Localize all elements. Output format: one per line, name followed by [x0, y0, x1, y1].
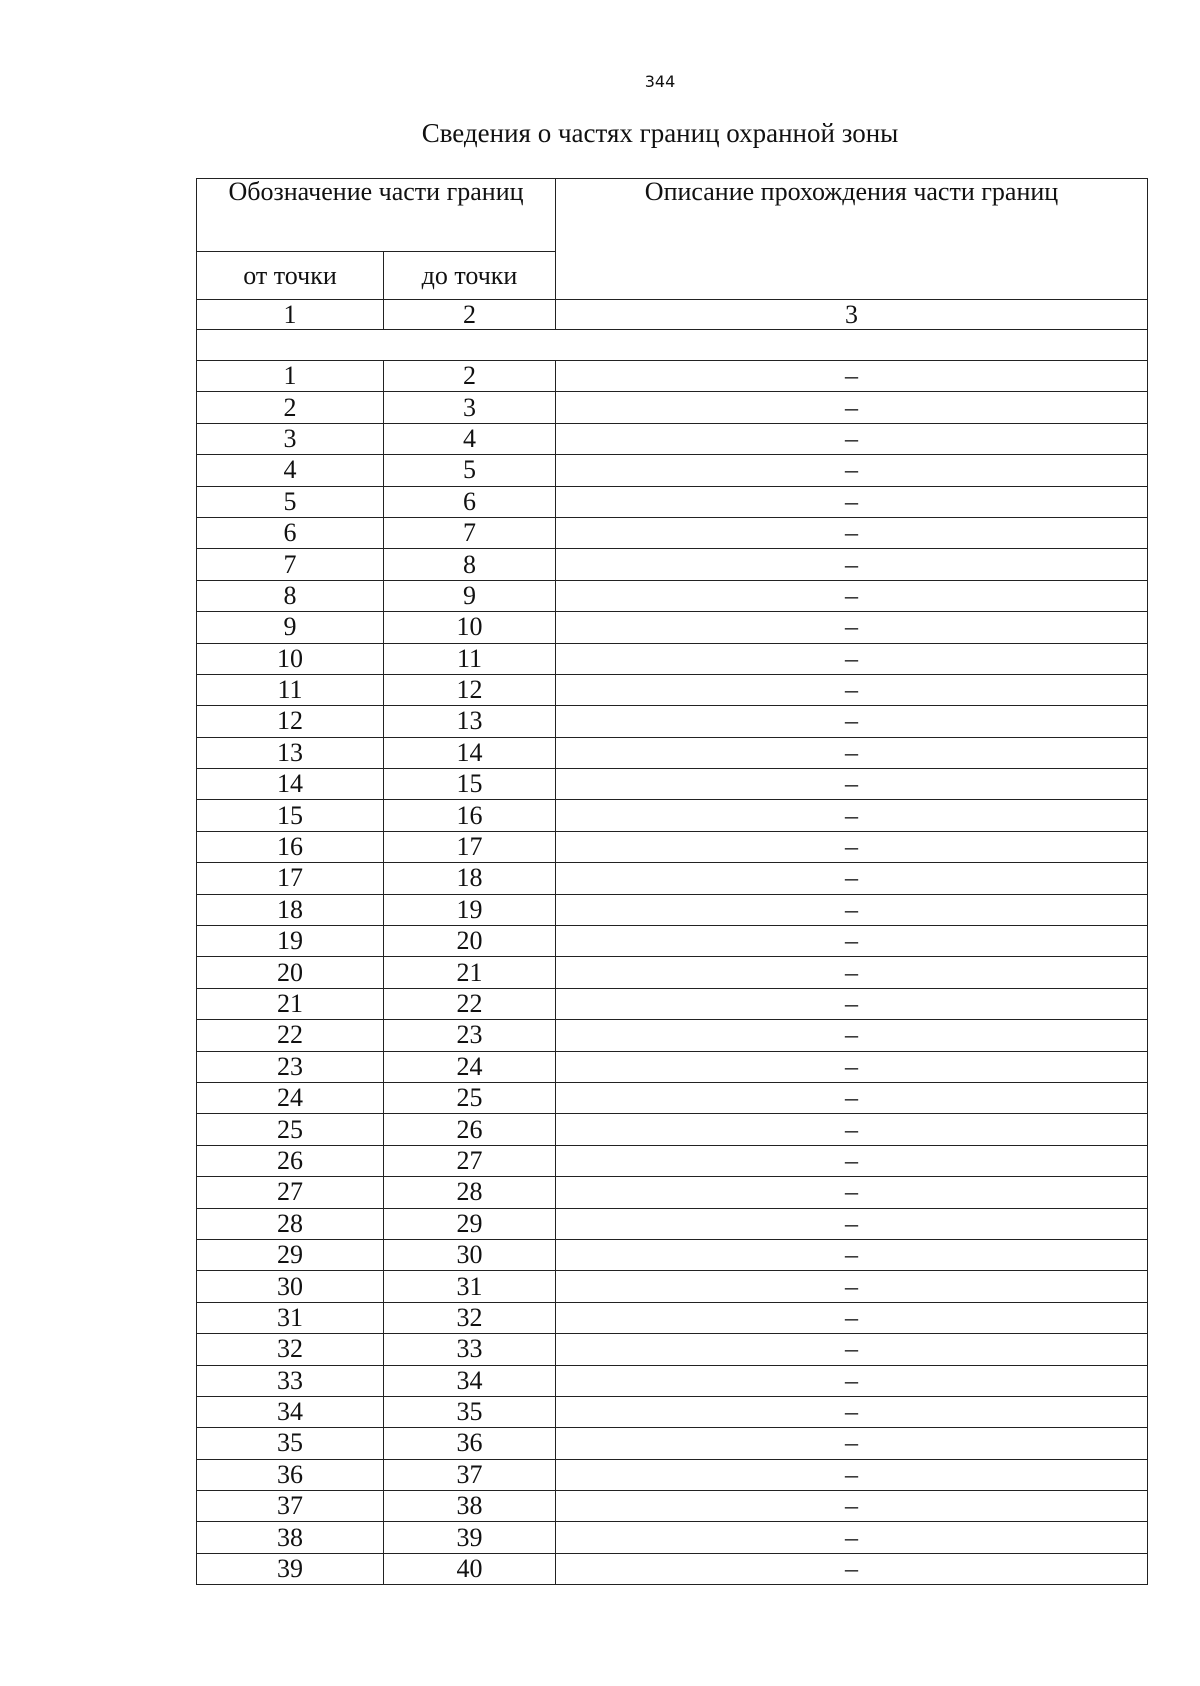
to-point-cell: 26 [384, 1114, 556, 1145]
description-cell: – [556, 643, 1148, 674]
to-point-cell: 11 [384, 643, 556, 674]
table-row [197, 1177, 1148, 1208]
description-cell: – [556, 1302, 1148, 1333]
description-cell: – [556, 1491, 1148, 1522]
table-row [197, 800, 1148, 831]
table-header-row [197, 179, 1148, 252]
to-point-cell: 37 [384, 1459, 556, 1490]
to-point-cell: 35 [384, 1396, 556, 1427]
to-point-cell: 14 [384, 737, 556, 768]
description-cell: – [556, 1051, 1148, 1082]
from-point-cell: 32 [197, 1334, 384, 1365]
table-row [197, 1553, 1148, 1584]
to-point-cell: 15 [384, 769, 556, 800]
table-row [197, 769, 1148, 800]
table-row [197, 737, 1148, 768]
from-point-cell: 24 [197, 1082, 384, 1113]
table-row [197, 1271, 1148, 1302]
description-cell: – [556, 392, 1148, 423]
from-point-cell: 38 [197, 1522, 384, 1553]
from-point-cell: 12 [197, 706, 384, 737]
to-point-cell: 36 [384, 1428, 556, 1459]
from-point-cell: 5 [197, 486, 384, 517]
description-cell: – [556, 988, 1148, 1019]
description-cell: – [556, 926, 1148, 957]
from-point-cell: 22 [197, 1020, 384, 1051]
table-row [197, 1020, 1148, 1051]
from-point-cell: 36 [197, 1459, 384, 1490]
table-row [197, 926, 1148, 957]
header-boundary-designation: Обозначение части границ [197, 179, 556, 252]
from-point-cell: 30 [197, 1271, 384, 1302]
description-cell: – [556, 1239, 1148, 1270]
column-number: 1 [197, 300, 384, 330]
table-row [197, 1114, 1148, 1145]
to-point-cell: 2 [384, 361, 556, 392]
to-point-cell: 34 [384, 1365, 556, 1396]
table-row [197, 957, 1148, 988]
table-row [197, 549, 1148, 580]
description-cell: – [556, 612, 1148, 643]
boundary-parts-table [196, 178, 1148, 1585]
table-row [197, 1051, 1148, 1082]
header-to-point: до точки [384, 252, 556, 300]
table-row [197, 674, 1148, 705]
table-row [197, 423, 1148, 454]
to-point-cell: 17 [384, 831, 556, 862]
from-point-cell: 26 [197, 1145, 384, 1176]
to-point-cell: 8 [384, 549, 556, 580]
description-cell: – [556, 1334, 1148, 1365]
from-point-cell: 19 [197, 926, 384, 957]
from-point-cell: 33 [197, 1365, 384, 1396]
table-row [197, 1396, 1148, 1427]
table-row [197, 894, 1148, 925]
table-row [197, 706, 1148, 737]
description-cell: – [556, 674, 1148, 705]
from-point-cell: 35 [197, 1428, 384, 1459]
from-point-cell: 39 [197, 1553, 384, 1584]
from-point-cell: 10 [197, 643, 384, 674]
from-point-cell: 8 [197, 580, 384, 611]
column-number: 3 [556, 300, 1148, 330]
to-point-cell: 28 [384, 1177, 556, 1208]
description-cell: – [556, 423, 1148, 454]
description-cell: – [556, 1271, 1148, 1302]
from-point-cell: 25 [197, 1114, 384, 1145]
from-point-cell: 6 [197, 517, 384, 548]
table-row [197, 1208, 1148, 1239]
to-point-cell: 38 [384, 1491, 556, 1522]
to-point-cell: 18 [384, 863, 556, 894]
from-point-cell: 4 [197, 455, 384, 486]
to-point-cell: 39 [384, 1522, 556, 1553]
description-cell: – [556, 1177, 1148, 1208]
table-row [197, 1145, 1148, 1176]
table-row [197, 455, 1148, 486]
to-point-cell: 29 [384, 1208, 556, 1239]
from-point-cell: 17 [197, 863, 384, 894]
to-point-cell: 30 [384, 1239, 556, 1270]
to-point-cell: 9 [384, 580, 556, 611]
from-point-cell: 15 [197, 800, 384, 831]
description-cell: – [556, 1428, 1148, 1459]
header-from-point: от точки [197, 252, 384, 300]
from-point-cell: 21 [197, 988, 384, 1019]
description-cell: – [556, 800, 1148, 831]
from-point-cell: 29 [197, 1239, 384, 1270]
description-cell: – [556, 863, 1148, 894]
description-cell: – [556, 1082, 1148, 1113]
from-point-cell: 9 [197, 612, 384, 643]
to-point-cell: 7 [384, 517, 556, 548]
page-number: 344 [644, 72, 676, 91]
from-point-cell: 11 [197, 674, 384, 705]
from-point-cell: 28 [197, 1208, 384, 1239]
from-point-cell: 31 [197, 1302, 384, 1333]
description-cell: – [556, 1459, 1148, 1490]
to-point-cell: 19 [384, 894, 556, 925]
description-cell: – [556, 737, 1148, 768]
from-point-cell: 2 [197, 392, 384, 423]
table-row [197, 863, 1148, 894]
description-cell: – [556, 361, 1148, 392]
from-point-cell: 23 [197, 1051, 384, 1082]
description-cell: – [556, 1145, 1148, 1176]
to-point-cell: 23 [384, 1020, 556, 1051]
description-cell: – [556, 1553, 1148, 1584]
table-row [197, 517, 1148, 548]
from-point-cell: 34 [197, 1396, 384, 1427]
section-blank-row [197, 330, 1148, 361]
table-row [197, 1365, 1148, 1396]
from-point-cell: 20 [197, 957, 384, 988]
table-row [197, 392, 1148, 423]
to-point-cell: 25 [384, 1082, 556, 1113]
from-point-cell: 1 [197, 361, 384, 392]
table-row [197, 643, 1148, 674]
table-row [197, 831, 1148, 862]
table-row [197, 1522, 1148, 1553]
description-cell: – [556, 1522, 1148, 1553]
from-point-cell: 27 [197, 1177, 384, 1208]
to-point-cell: 16 [384, 800, 556, 831]
table-row [197, 486, 1148, 517]
from-point-cell: 13 [197, 737, 384, 768]
description-cell: – [556, 1020, 1148, 1051]
table-row [197, 1491, 1148, 1522]
to-point-cell: 21 [384, 957, 556, 988]
table-row [197, 580, 1148, 611]
blank-cell [197, 330, 1148, 361]
to-point-cell: 33 [384, 1334, 556, 1365]
table-row [197, 1428, 1148, 1459]
table-row [197, 1302, 1148, 1333]
from-point-cell: 14 [197, 769, 384, 800]
from-point-cell: 7 [197, 549, 384, 580]
description-cell: – [556, 1396, 1148, 1427]
to-point-cell: 27 [384, 1145, 556, 1176]
to-point-cell: 12 [384, 674, 556, 705]
to-point-cell: 22 [384, 988, 556, 1019]
to-point-cell: 32 [384, 1302, 556, 1333]
table-row [197, 988, 1148, 1019]
description-cell: – [556, 549, 1148, 580]
to-point-cell: 13 [384, 706, 556, 737]
to-point-cell: 24 [384, 1051, 556, 1082]
description-cell: – [556, 1114, 1148, 1145]
from-point-cell: 16 [197, 831, 384, 862]
table-row [197, 1239, 1148, 1270]
description-cell: – [556, 1365, 1148, 1396]
from-point-cell: 18 [197, 894, 384, 925]
to-point-cell: 31 [384, 1271, 556, 1302]
table-row [197, 612, 1148, 643]
header-boundary-description: Описание прохождения части границ [556, 179, 1148, 300]
to-point-cell: 10 [384, 612, 556, 643]
column-number-row [197, 300, 1148, 330]
table-row [197, 1459, 1148, 1490]
to-point-cell: 5 [384, 455, 556, 486]
description-cell: – [556, 517, 1148, 548]
to-point-cell: 3 [384, 392, 556, 423]
description-cell: – [556, 831, 1148, 862]
description-cell: – [556, 769, 1148, 800]
description-cell: – [556, 455, 1148, 486]
column-number: 2 [384, 300, 556, 330]
table-row [197, 1082, 1148, 1113]
to-point-cell: 40 [384, 1553, 556, 1584]
to-point-cell: 6 [384, 486, 556, 517]
description-cell: – [556, 486, 1148, 517]
description-cell: – [556, 894, 1148, 925]
table-row [197, 1334, 1148, 1365]
table-row [197, 361, 1148, 392]
description-cell: – [556, 580, 1148, 611]
to-point-cell: 4 [384, 423, 556, 454]
document-title: Сведения о частях границ охранной зоны [421, 118, 899, 148]
from-point-cell: 3 [197, 423, 384, 454]
description-cell: – [556, 1208, 1148, 1239]
to-point-cell: 20 [384, 926, 556, 957]
description-cell: – [556, 957, 1148, 988]
description-cell: – [556, 706, 1148, 737]
from-point-cell: 37 [197, 1491, 384, 1522]
